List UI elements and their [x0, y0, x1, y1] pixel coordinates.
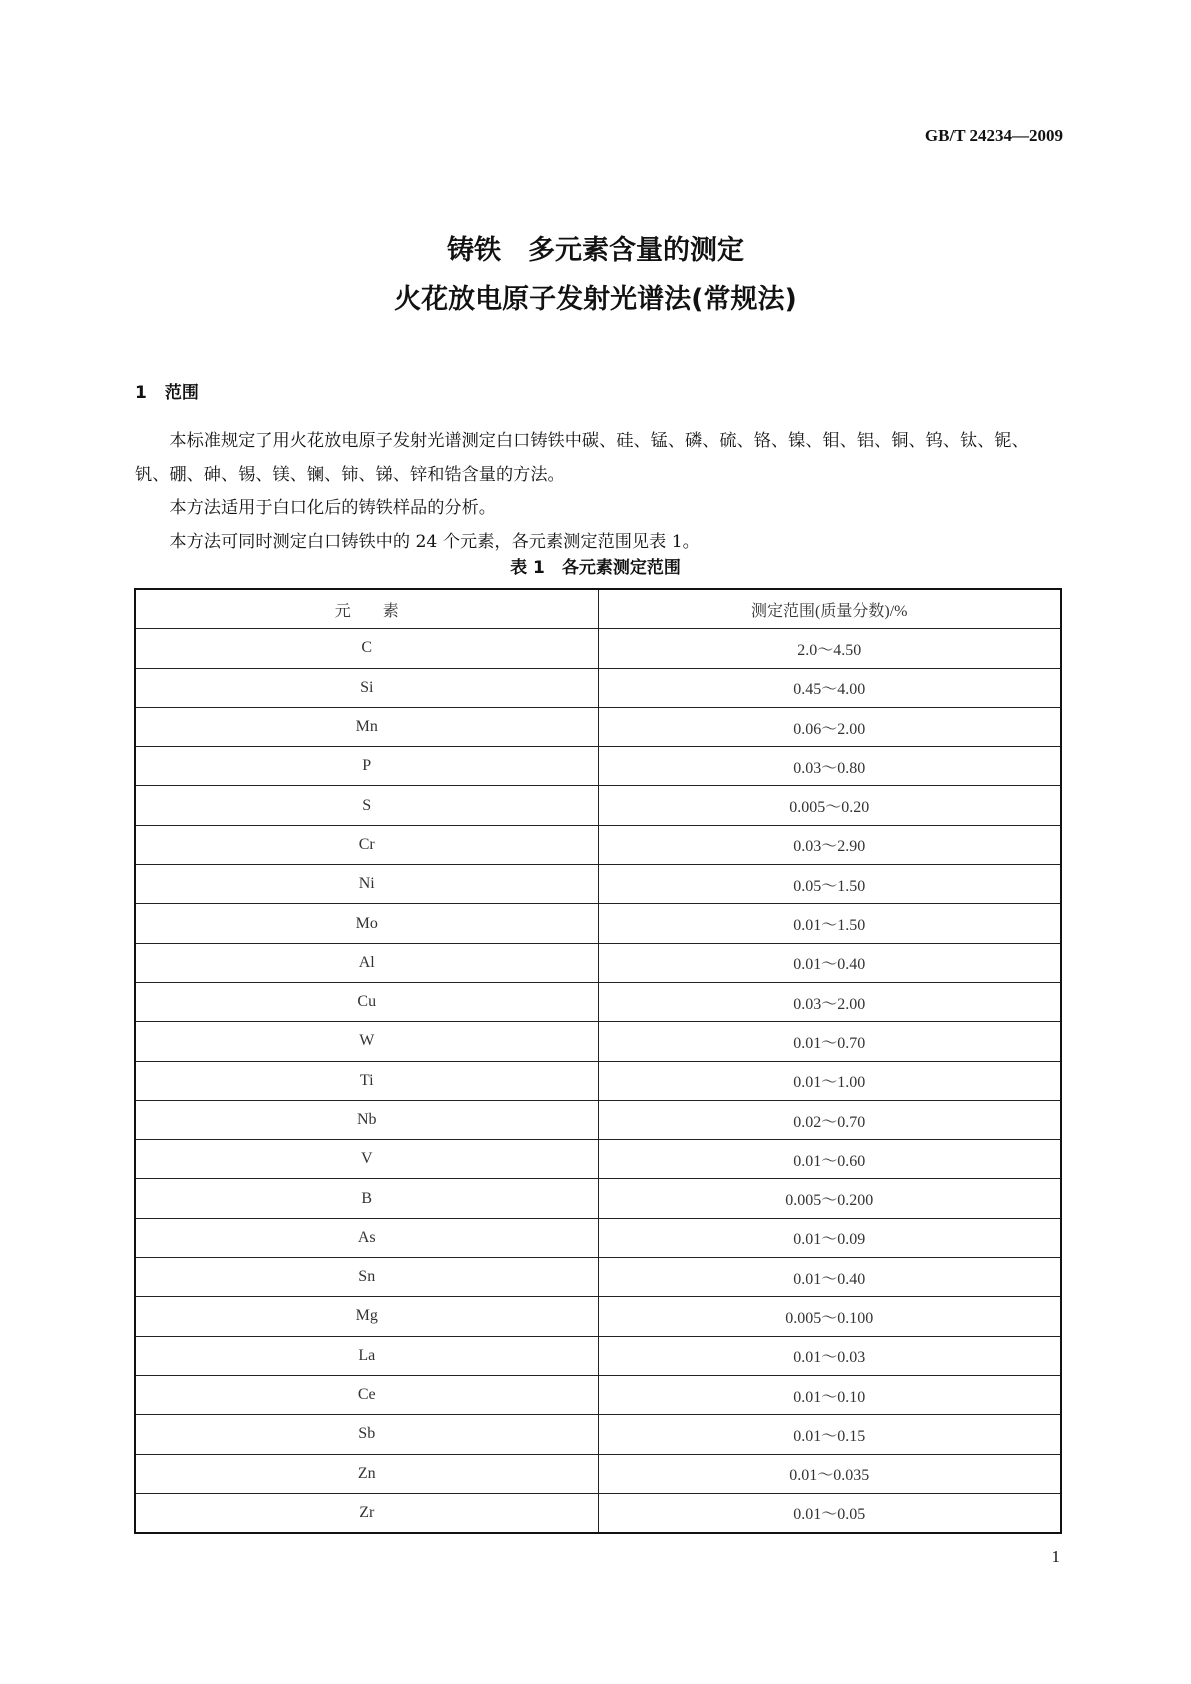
range-cell: 0.05～1.50	[598, 865, 1061, 904]
table-row	[135, 1140, 1061, 1179]
range-cell: 0.005～0.100	[598, 1297, 1061, 1336]
element-cell: Nb	[135, 1100, 598, 1139]
column-header-element: 元 素	[135, 589, 598, 629]
element-cell: Si	[135, 668, 598, 707]
paragraph: 本标准规定了用火花放电原子发射光谱测定白口铸铁中碳、硅、锰、磷、硫、铬、镍、钼、铝、铜、钨、钛、铌、钒、硼、砷、锡、镁、镧、铈、锑、锌和锆含量的方法。	[135, 431, 1029, 485]
table-row	[135, 786, 1061, 825]
element-cell: C	[135, 629, 598, 668]
table-row	[135, 747, 1061, 786]
section-title: 范围	[164, 383, 199, 403]
range-cell: 0.45～4.00	[598, 668, 1061, 707]
table-row	[135, 1336, 1061, 1375]
range-cell: 0.01～0.70	[598, 1022, 1061, 1061]
element-cell: Ce	[135, 1375, 598, 1414]
range-cell: 0.01～0.15	[598, 1415, 1061, 1454]
table-row	[135, 1415, 1061, 1454]
element-cell: La	[135, 1336, 598, 1375]
element-cell: Ti	[135, 1061, 598, 1100]
range-cell: 0.01～0.05	[598, 1493, 1061, 1533]
range-cell: 0.005～0.200	[598, 1179, 1061, 1218]
document-title	[0, 226, 1191, 324]
section-body	[135, 425, 1060, 559]
table-row	[135, 825, 1061, 864]
table-row	[135, 1258, 1061, 1297]
section-number: 1	[135, 383, 147, 403]
table-row	[135, 865, 1061, 904]
standard-code: GB/T 24234—2009	[924, 126, 1063, 145]
element-cell: W	[135, 1022, 598, 1061]
title-line-1: 铸铁 多元素含量的测定	[447, 235, 744, 266]
range-cell: 0.01～0.09	[598, 1218, 1061, 1257]
table-row	[135, 707, 1061, 746]
table-row	[135, 904, 1061, 943]
element-cell: Cr	[135, 825, 598, 864]
element-cell: Sn	[135, 1258, 598, 1297]
table-row	[135, 982, 1061, 1021]
element-cell: V	[135, 1140, 598, 1179]
paragraph: 本方法适用于白口化后的铸铁样品的分析。	[169, 498, 496, 518]
element-cell: Sb	[135, 1415, 598, 1454]
element-cell: Al	[135, 943, 598, 982]
table-row	[135, 1022, 1061, 1061]
range-cell: 0.03～2.00	[598, 982, 1061, 1021]
table-row	[135, 1375, 1061, 1414]
range-cell: 0.03～0.80	[598, 747, 1061, 786]
range-cell: 0.01～1.50	[598, 904, 1061, 943]
table-row	[135, 629, 1061, 668]
range-cell: 0.01～0.40	[598, 1258, 1061, 1297]
range-cell: 0.01～0.03	[598, 1336, 1061, 1375]
element-cell: Mo	[135, 904, 598, 943]
title-line-2: 火花放电原子发射光谱法(常规法)	[394, 284, 797, 315]
table-header-row	[135, 589, 1061, 629]
element-cell: Mg	[135, 1297, 598, 1336]
table-body	[135, 629, 1061, 1533]
range-cell: 0.01～0.40	[598, 943, 1061, 982]
table-row	[135, 1493, 1061, 1533]
element-cell: Ni	[135, 865, 598, 904]
column-header-range: 测定范围(质量分数)/%	[598, 589, 1061, 629]
element-cell: As	[135, 1218, 598, 1257]
element-cell: P	[135, 747, 598, 786]
table-row	[135, 1218, 1061, 1257]
range-cell: 2.0～4.50	[598, 629, 1061, 668]
table-caption: 表 1 各元素测定范围	[510, 558, 681, 578]
element-cell: Cu	[135, 982, 598, 1021]
range-cell: 0.005～0.20	[598, 786, 1061, 825]
element-cell: Zr	[135, 1493, 598, 1533]
paragraph: 本方法可同时测定白口铸铁中的 24 个元素，各元素测定范围见表 1。	[169, 531, 700, 552]
element-cell: Zn	[135, 1454, 598, 1493]
range-cell: 0.02～0.70	[598, 1100, 1061, 1139]
element-range-table	[134, 588, 1062, 1534]
range-cell: 0.03～2.90	[598, 825, 1061, 864]
table-row	[135, 943, 1061, 982]
table-row	[135, 1061, 1061, 1100]
table-row	[135, 1100, 1061, 1139]
element-cell: B	[135, 1179, 598, 1218]
range-cell: 0.06～2.00	[598, 707, 1061, 746]
range-cell: 0.01～1.00	[598, 1061, 1061, 1100]
range-cell: 0.01～0.035	[598, 1454, 1061, 1493]
element-cell: Mn	[135, 707, 598, 746]
element-cell: S	[135, 786, 598, 825]
range-cell: 0.01～0.10	[598, 1375, 1061, 1414]
table-row	[135, 668, 1061, 707]
page-number: 1	[1051, 1547, 1060, 1566]
table-row	[135, 1454, 1061, 1493]
section-heading-scope	[135, 378, 199, 403]
range-cell: 0.01～0.60	[598, 1140, 1061, 1179]
table-row	[135, 1297, 1061, 1336]
table-row	[135, 1179, 1061, 1218]
